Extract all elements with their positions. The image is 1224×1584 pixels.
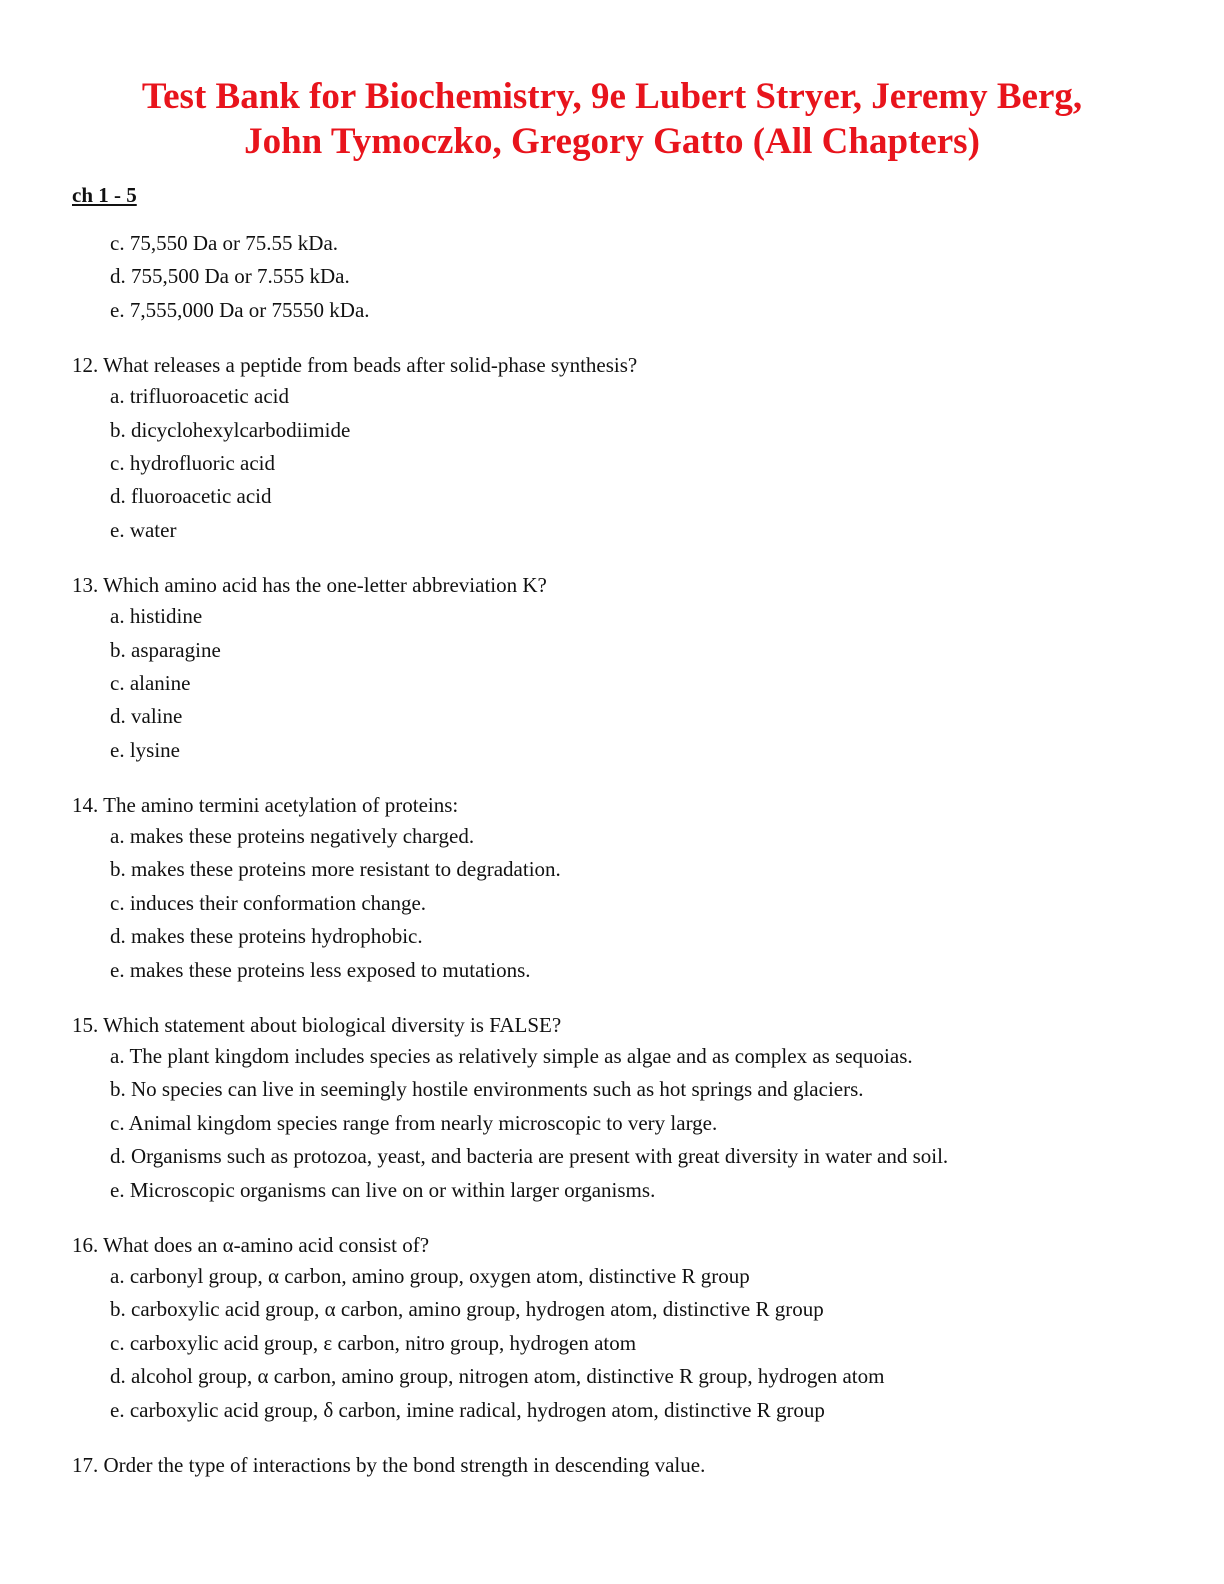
question-17 [72,1451,1172,1482]
question-16 [72,1231,1172,1429]
option: c. carboxylic acid group, ε carbon, nitro group, hydrogen atom [110,1330,637,1355]
question-text: 12. What releases a peptide from beads after solid-phase synthesis? [72,353,638,378]
question-14 [72,791,1172,989]
question-list [72,229,1172,1482]
option: c. Animal kingdom species range from nearly microscopic to very large. [110,1110,718,1135]
continued-options [72,229,1172,329]
option: d. makes these proteins hydrophobic. [110,924,423,949]
option: e. carboxylic acid group, δ carbon, imine radical, hydrogen atom, distinctive R group [110,1397,825,1422]
title-line-1: Test Bank for Biochemistry, 9e Lubert Stryer, Jeremy Berg, [141,76,1083,117]
option: e. 7,555,000 Da or 75550 kDa. [110,297,370,322]
question-text: 13. Which amino acid has the one-letter abbreviation K? [72,573,547,598]
option: e. Microscopic organisms can live on or within larger organisms. [110,1177,656,1202]
question-text: 14. The amino termini acetylation of proteins: [72,793,459,818]
question-13 [72,571,1172,769]
option: d. Organisms such as protozoa, yeast, and bacteria are present with great diversity in water and soil. [110,1144,949,1169]
option: c. hydrofluoric acid [110,450,276,475]
option: e. water [110,517,177,542]
option: b. No species can live in seemingly hostile environments such as hot springs and glaciers. [110,1077,864,1102]
option: d. valine [110,704,183,729]
option: b. carboxylic acid group, α carbon, amino group, hydrogen atom, distinctive R group [110,1297,824,1322]
option: b. asparagine [110,637,221,662]
option: c. 75,550 Da or 75.55 kDa. [110,231,339,255]
section-label: ch 1 - 5 [72,183,137,207]
option: b. dicyclohexylcarbodiimide [110,417,351,442]
option: a. carbonyl group, α carbon, amino group, oxygen atom, distinctive R group [110,1263,750,1288]
option: a. makes these proteins negatively charged. [110,824,475,849]
option: c. alanine [110,670,191,695]
question-text: 16. What does an α-amino acid consist of? [72,1232,430,1257]
option: a. The plant kingdom includes species as relatively simple as algae and as complex as sequoias. [110,1044,913,1069]
option: e. makes these proteins less exposed to mutations. [110,957,531,982]
option: e. lysine [110,737,180,762]
document-title [40,74,1184,164]
question-12 [72,351,1172,549]
option: d. alcohol group, α carbon, amino group, nitrogen atom, distinctive R group, hydrogen atom [110,1364,885,1389]
option: d. 755,500 Da or 7.555 kDa. [110,264,350,289]
question-15 [72,1011,1172,1209]
option: a. trifluoroacetic acid [110,384,289,409]
option: c. induces their conformation change. [110,890,427,915]
option: d. fluoroacetic acid [110,484,272,509]
option: b. makes these proteins more resistant to degradation. [110,857,561,882]
question-text: 17. Order the type of interactions by the bond strength in descending value. [72,1452,706,1477]
option: a. histidine [110,604,203,629]
question-text: 15. Which statement about biological diversity is FALSE? [72,1013,562,1038]
title-line-2: John Tymoczko, Gregory Gatto (All Chapters) [244,121,980,162]
